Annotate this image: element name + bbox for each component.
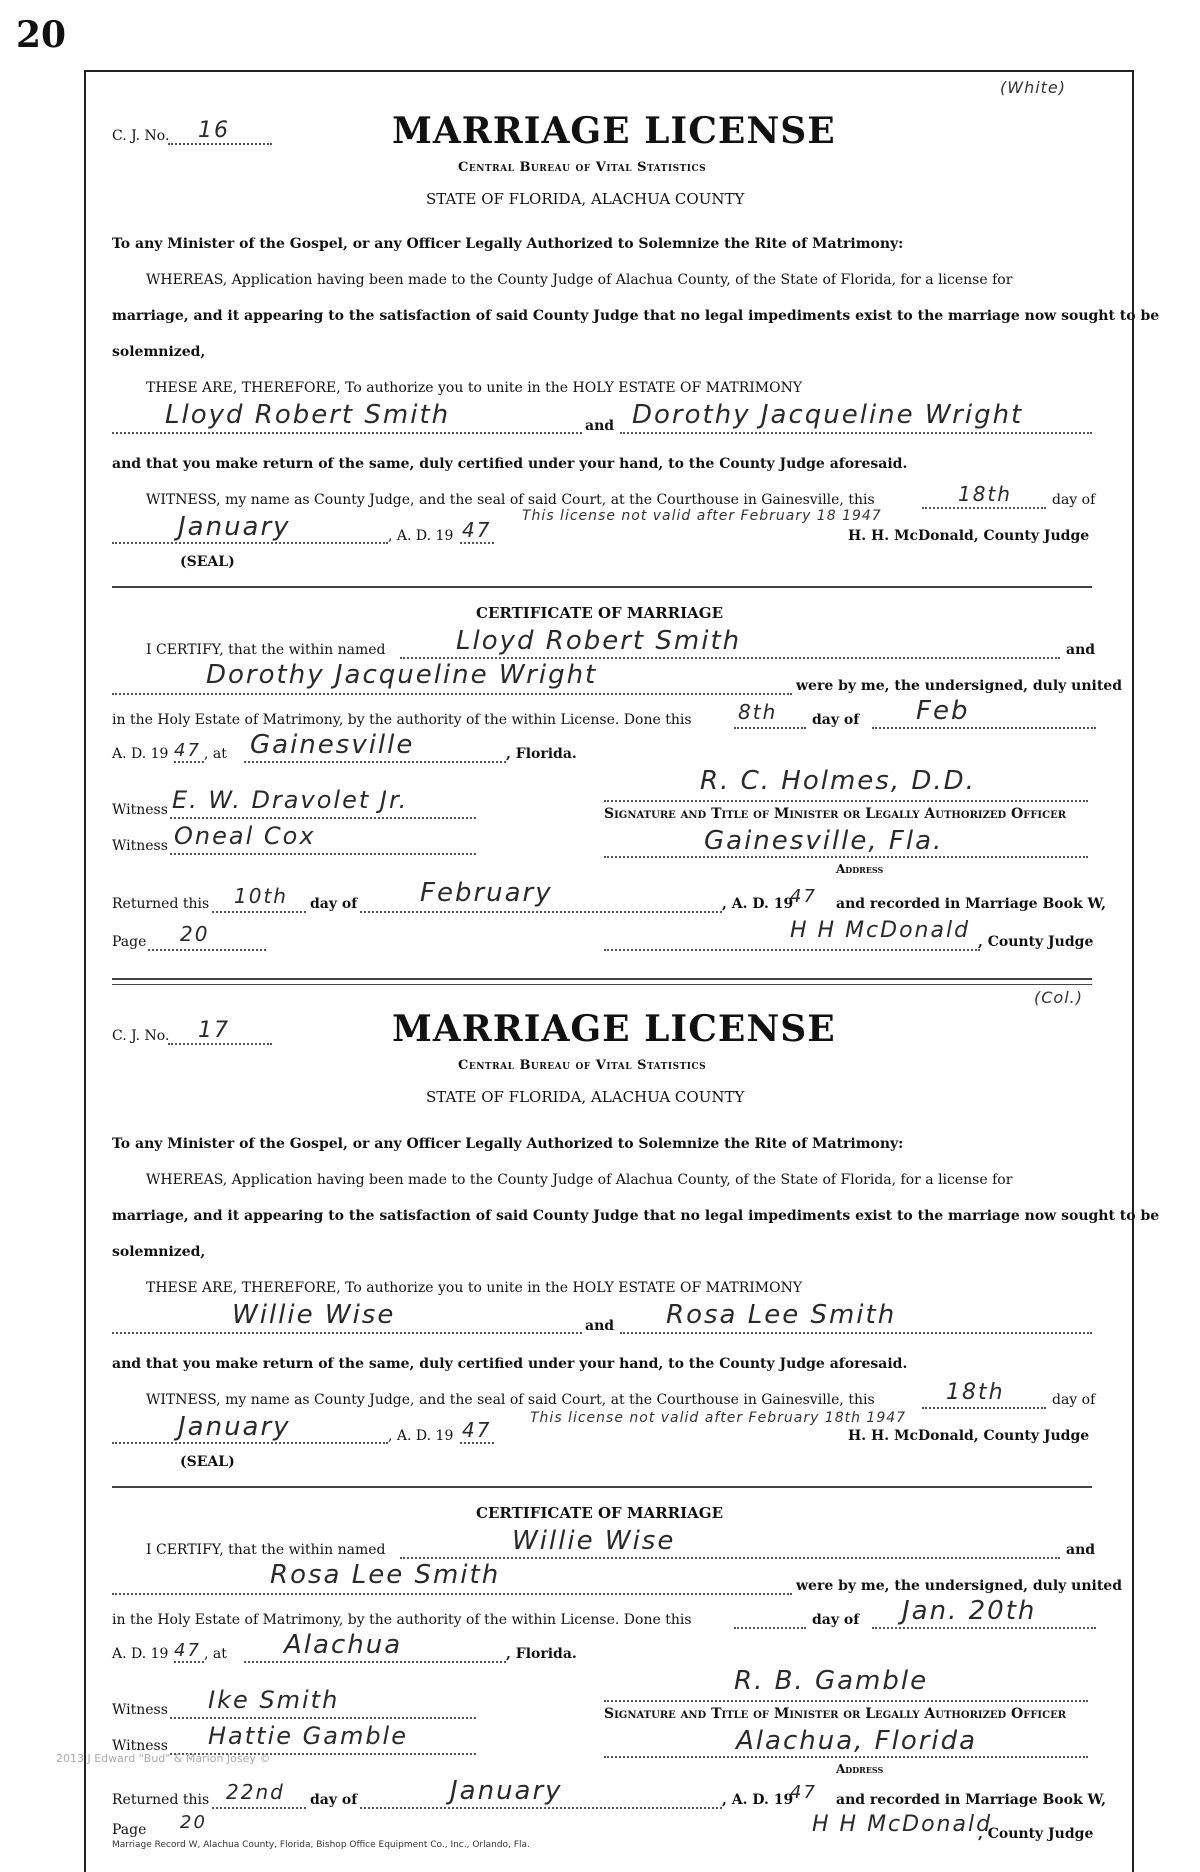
whereas-line-2: marriage, and it appearing to the satisfaction of said County Judge that no legal impediments exist to the marriage now sought to be [112,1208,1160,1224]
day-of-label: day of [812,1612,860,1628]
groom-name: Willie Wise [232,1300,396,1330]
seal: (SEAL) [180,554,235,570]
state-county: STATE OF FLORIDA, ALACHUA COUNTY [426,190,745,208]
record-separator [112,978,1092,985]
divider [112,1486,1092,1488]
license-month: January [178,512,291,542]
witness-1: E. W. Dravolet Jr. [172,786,409,814]
returned-day: 22nd [226,1780,285,1804]
judge-signature: H H McDonald [812,1812,993,1837]
recorded-tail: and recorded in Marriage Book W, [836,896,1106,912]
county-judge-label: , County Judge [978,934,1094,950]
record-page: 20 [180,1812,207,1833]
cj-no-label: C. J. No. [112,128,170,144]
certify-label: I CERTIFY, that the within named [146,1542,386,1558]
divider [112,586,1092,588]
recorded-label: , A. D. 19 [722,1792,794,1808]
these-are-line: THESE ARE, THEREFORE, To authorize you to unite in the HOLY ESTATE OF MATRIMONY [146,1280,803,1296]
license-day: 18th [958,482,1012,506]
cj-no-value: 16 [198,118,230,143]
validity-note: This license not valid after February 18 1947 [522,508,882,524]
page-label: Page [112,1822,147,1838]
footer-imprint: Marriage Record W, Alachua County, Florida, Bishop Office Equipment Co., Inc., Orlando, Fla. [112,1840,530,1850]
validity-note: This license not valid after February 18th 1947 [530,1410,907,1426]
done-month: Jan. 20th [902,1596,1037,1626]
florida-label: , Florida. [506,1646,577,1662]
seal: (SEAL) [180,1454,235,1470]
day-of-label: day of [1052,1392,1096,1408]
groom-name: Lloyd Robert Smith [165,400,451,430]
cert-groom: Lloyd Robert Smith [456,626,742,656]
whereas-line-3: solemnized, [112,344,206,360]
witness-1-label: Witness [112,1702,168,1718]
certificate-title: CERTIFICATE OF MARRIAGE [476,1504,724,1522]
witness-2: Hattie Gamble [208,1722,408,1750]
holy-estate-label: in the Holy Estate of Matrimony, by the authority of the within License. Done this [112,712,692,728]
cert-groom: Willie Wise [512,1526,676,1556]
ad-prefix: A. D. 19 [112,746,169,762]
judge-name: H. H. McDonald, County Judge [848,528,1090,544]
florida-label: , Florida. [506,746,577,762]
signature-title-label: Signature and Title of Minister or Legally Authorized Officer [604,806,1067,822]
and-label: and [585,418,615,434]
day-of-label: day of [310,1792,358,1808]
returned-year: 47 [790,1782,817,1803]
holy-estate-label: in the Holy Estate of Matrimony, by the authority of the within License. Done this [112,1612,692,1628]
address-label: Address [836,1762,884,1776]
whereas-line-1: WHEREAS, Application having been made to the County Judge of Alachua County, of the State of Florida, for a license for [146,1172,1013,1188]
witness-1-label: Witness [112,802,168,818]
record-page: 20 [180,922,210,946]
return-line: and that you make return of the same, duly certified under your hand, to the County Judge aforesaid. [112,1356,908,1372]
cert-bride: Rosa Lee Smith [270,1560,501,1590]
day-of-label: day of [310,896,358,912]
these-are-line: THESE ARE, THEREFORE, To authorize you to unite in the HOLY ESTATE OF MATRIMONY [146,380,803,396]
recorded-tail: and recorded in Marriage Book W, [836,1792,1106,1808]
whereas-line-3: solemnized, [112,1244,206,1260]
signature-title-label: Signature and Title of Minister or Legally Authorized Officer [604,1706,1067,1722]
and-label: and [585,1318,615,1334]
returned-year: 47 [790,886,817,907]
license-title: MARRIAGE LICENSE [392,1008,836,1050]
at-label: , at [204,1646,227,1662]
done-month: Feb [916,696,970,726]
cj-no-value: 17 [198,1018,230,1043]
returned-day: 10th [234,884,288,908]
bride-name: Dorothy Jacqueline Wright [632,400,1024,430]
and-label: and [1066,642,1096,658]
bureau-name: Central Bureau of Vital Statistics [458,1058,707,1073]
place: Gainesville [250,730,415,760]
were-by-me-label: were by me, the undersigned, duly united [796,1578,1122,1594]
license-month: January [178,1412,291,1442]
bureau-name: Central Bureau of Vital Statistics [458,160,707,175]
address-line: To any Minister of the Gospel, or any Officer Legally Authorized to Solemnize the Rite of Matrimony: [112,236,904,252]
race-note: (White) [1000,78,1067,97]
done-year: 47 [174,740,201,761]
license-year: 47 [462,518,492,542]
cert-bride: Dorothy Jacqueline Wright [206,660,598,690]
done-day: 8th [738,700,778,724]
page-label: Page [112,934,147,950]
witness-2-label: Witness [112,1738,168,1754]
page-number: 20 [16,14,67,56]
returned-month: February [420,878,553,908]
officer-signature: R. C. Holmes, D.D. [700,766,976,796]
were-by-me-label: were by me, the undersigned, duly united [796,678,1122,694]
address-line: To any Minister of the Gospel, or any Officer Legally Authorized to Solemnize the Rite of Matrimony: [112,1136,904,1152]
judge-signature: H H McDonald [790,918,971,943]
officer-address: Alachua, Florida [736,1726,978,1756]
bride-name: Rosa Lee Smith [666,1300,897,1330]
license-day: 18th [946,1380,1005,1405]
county-judge-label: , County Judge [978,1826,1094,1842]
return-line: and that you make return of the same, duly certified under your hand, to the County Judge aforesaid. [112,456,908,472]
copyright-watermark: 2013 J Edward "Bud" & Marion Josey © [56,1752,271,1765]
license-title: MARRIAGE LICENSE [392,110,836,152]
state-county: STATE OF FLORIDA, ALACHUA COUNTY [426,1088,745,1106]
ad-label: , A. D. 19 [388,1428,454,1444]
witness-2: Oneal Cox [174,822,316,850]
and-label: and [1066,1542,1096,1558]
whereas-line-1: WHEREAS, Application having been made to the County Judge of Alachua County, of the State of Florida, for a license for [146,272,1013,288]
returned-label: Returned this [112,1792,210,1808]
officer-signature: R. B. Gamble [734,1666,929,1696]
address-label: Address [836,862,884,876]
cj-no-label: C. J. No. [112,1028,170,1044]
certify-label: I CERTIFY, that the within named [146,642,386,658]
place: Alachua [284,1630,403,1660]
done-year: 47 [174,1640,201,1661]
recorded-label: , A. D. 19 [722,896,794,912]
officer-address: Gainesville, Fla. [704,826,944,856]
witness-line: WITNESS, my name as County Judge, and the seal of said Court, at the Courthouse in Gainesville, this [146,492,875,508]
at-label: , at [204,746,227,762]
returned-month: January [450,1776,563,1806]
returned-label: Returned this [112,896,210,912]
witness-1: Ike Smith [208,1686,340,1714]
whereas-line-2: marriage, and it appearing to the satisfaction of said County Judge that no legal impediments exist to the marriage now sought to be [112,308,1160,324]
ad-prefix: A. D. 19 [112,1646,169,1662]
race-note: (Col.) [1034,988,1083,1007]
certificate-title: CERTIFICATE OF MARRIAGE [476,604,724,622]
witness-line: WITNESS, my name as County Judge, and the seal of said Court, at the Courthouse in Gainesville, this [146,1392,875,1408]
license-year: 47 [462,1418,492,1442]
judge-name: H. H. McDonald, County Judge [848,1428,1090,1444]
day-of-label: day of [812,712,860,728]
witness-2-label: Witness [112,838,168,854]
ad-label: , A. D. 19 [388,528,454,544]
day-of-label: day of [1052,492,1096,508]
